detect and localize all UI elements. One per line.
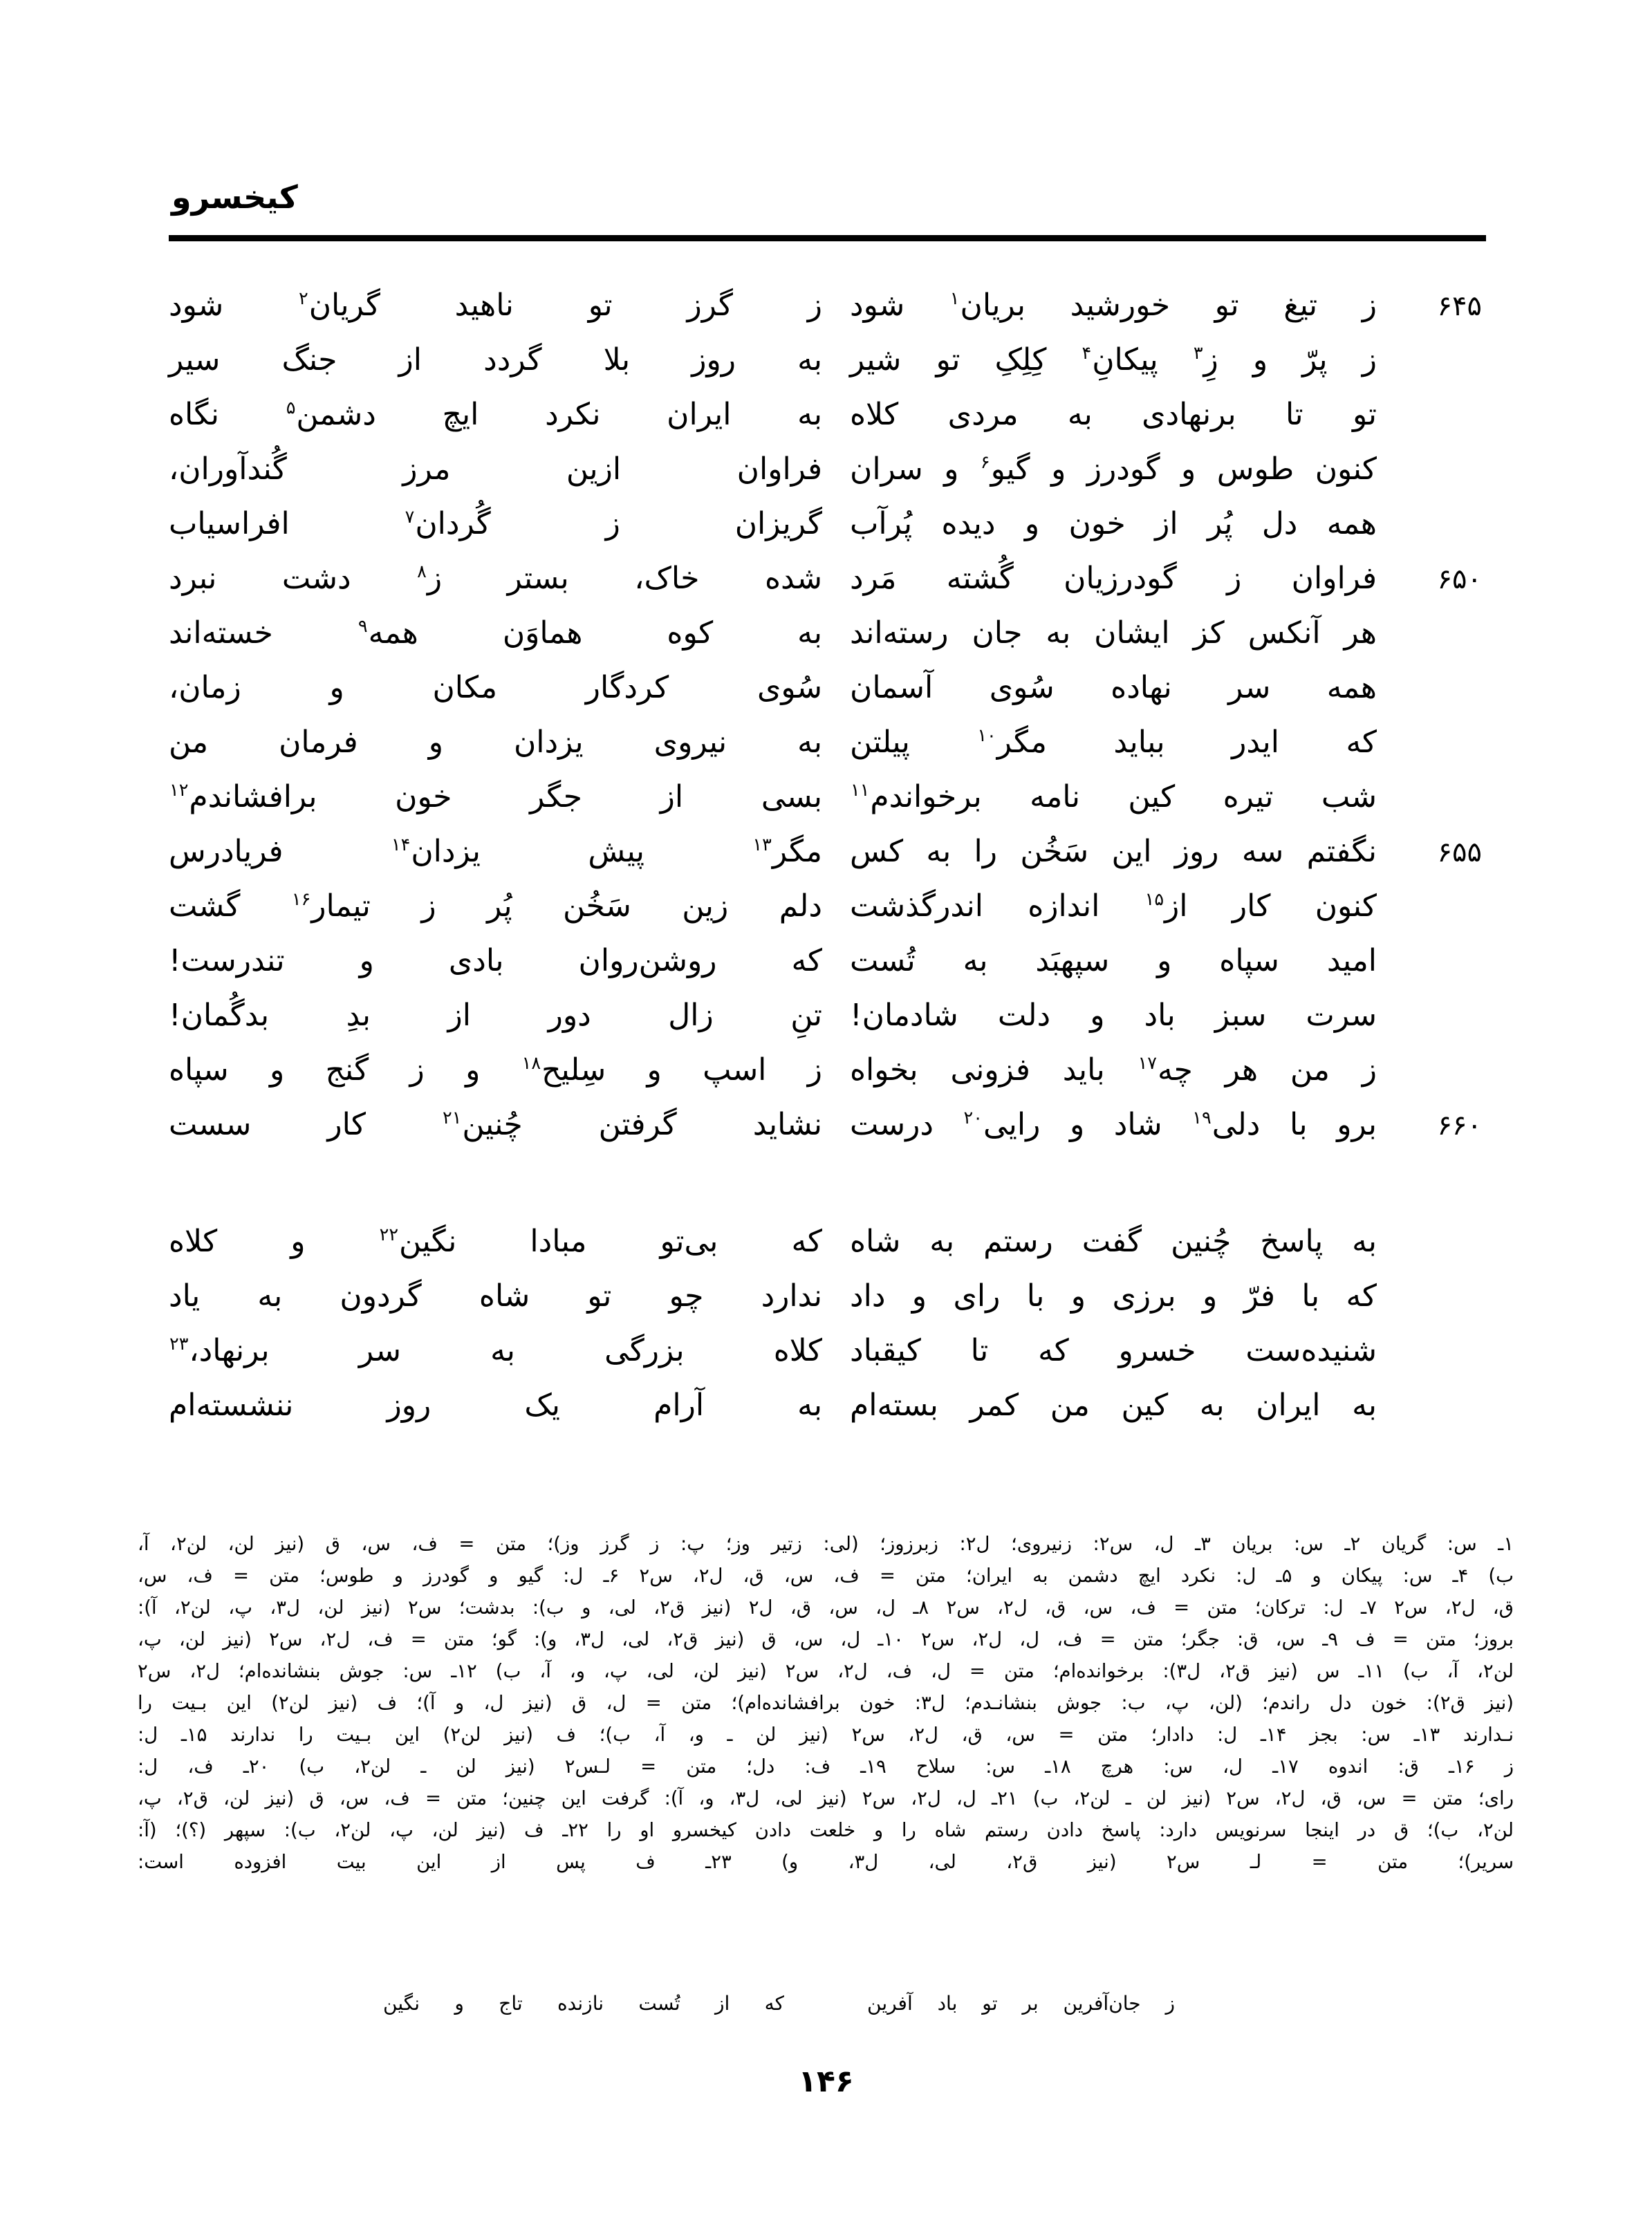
hemistich-right: امید سپاه و سپهبَد به تُست [850, 943, 1377, 978]
footnote-line: (نیز ق‌۲): خون دل راندم؛ (لن، پ، ب: جوش بنشانـدم؛ ل‌۳: خون برافشانده‌ام)؛ متن = ل، ق (نیز ل، و آ)؛ ف (نیز لن‌۲) این بـیت را [138, 1692, 1514, 1714]
hemistich-left: به آرام یک روز ننشسته‌ام [169, 1388, 822, 1423]
hemistich-left: کلاه بزرگی به سر برنهاد،$^{۲۳}$ [169, 1333, 822, 1368]
footnote-marker: ۴ [1082, 343, 1092, 364]
footnote-line: ۱ـ س: گریان ۲ـ س: بریان ۳ـ ل، س‌۲: زنیروی؛ ل‌۲: زبرزوز؛ (لی: زتیر وز؛ پ: ز گرز وز)؛ متن = ف، س، ق (نیز لن، لن‌۲، آ، [138, 1533, 1514, 1555]
couplet [169, 779, 1486, 837]
hemistich-left: سُوی کردگار مکان و زمان، [169, 670, 822, 705]
hemistich-left: ز اسپ و سِلیح$^{۱۸}$ و ز گنج و سپاه [169, 1052, 822, 1088]
added-hemistich-left: که از تُست نازنده تاج و نگین [383, 1992, 784, 2015]
hemistich-right: برو با دلی$^{۱۹}$ شاد و رایی$^{۲۰}$ درست [850, 1107, 1377, 1142]
footnote-marker: ۱۸ [521, 1053, 541, 1074]
couplet [169, 1224, 1486, 1281]
footnote-marker: ۳ [1193, 343, 1203, 364]
couplet [169, 834, 1486, 891]
footnote-line: ز ۱۶ـ ق: اندوه ۱۷ـ ل، س: هرچ ۱۸ـ س: سلاح ۱۹ـ ف: دل؛ متن = لـس‌۲ (نیز لن ـ لن‌۲، ب) ۲۰ـ ف، ل: [138, 1755, 1514, 1778]
couplet [169, 670, 1486, 727]
hemistich-right: فراوان ز گودرزیان گُشته مَرد [850, 561, 1377, 596]
header-rule [169, 235, 1486, 241]
hemistich-left: که بی‌تو مبادا نگین$^{۲۲}$ و کلاه [169, 1224, 822, 1259]
footnote-marker: ۱۱ [851, 780, 870, 801]
verse-number: ۶۵۰ [1437, 563, 1482, 595]
footnote-marker: ۹ [358, 616, 368, 637]
footnote-apparatus [138, 1528, 1514, 1878]
verse-number: ۶۶۰ [1437, 1110, 1482, 1142]
couplet [169, 1107, 1486, 1164]
hemistich-left: ندارد چو تو شاه گردون به یاد [169, 1278, 822, 1314]
verse-number: ۶۵۵ [1437, 837, 1482, 868]
couplet [169, 1278, 1486, 1336]
hemistich-left: که روشن‌روان بادی و تندرست! [169, 943, 822, 978]
footnote-marker: ۱۴ [391, 835, 411, 856]
footnote-marker: ۱ [949, 288, 960, 310]
footnote-line: ب) ۴ـ س: پیکان و ۵ـ ل: نکرد ایچ دشمن به ایران؛ متن = ف، س، ق، ل‌۲، س‌۲ ۶ـ ل: گیو و گودرز و طوس؛ متن = ف، س، [138, 1565, 1514, 1587]
footnote-marker: ۲۱ [442, 1108, 462, 1129]
hemistich-right: به ایران به کین من کمر بسته‌ام [850, 1388, 1377, 1423]
verse-body [169, 290, 1486, 1445]
hemistich-right: شنیده‌ست خسرو که تا کیقباد [850, 1333, 1377, 1368]
footnote-marker: ۶ [980, 452, 990, 474]
couplet [169, 563, 1486, 618]
hemistich-left: بسی از جگر خون برافشاندم$^{۱۲}$ [169, 779, 822, 814]
couplet [169, 397, 1486, 454]
running-head-title: کیخسرو [171, 178, 298, 216]
footnote-marker: ۱۰ [977, 725, 996, 747]
hemistich-right: تو تا برنهادی به مردی کلاه [850, 397, 1377, 432]
hemistich-right: به پاسخ چُنین گفت رستم به شاه [850, 1224, 1377, 1259]
hemistich-right: ز تیغ تو خورشید بریان$^۱$ شود [850, 288, 1377, 323]
footnote-line: ق، ل‌۲، س‌۲ ۷ـ ل: ترکان؛ متن = ف، س، ق، ل‌۲، س‌۲ ۸ـ ل، س، ق، ل‌۲ (نیز ق‌۲، لی، و ب): بدشت؛ س‌۲ (نیز لن، ل‌۳، پ، لن‌۲، آ): [138, 1596, 1514, 1619]
footnote-marker: ۷ [405, 507, 415, 528]
hemistich-left: تنِ زال دور از بدِ بدگُمان! [169, 998, 822, 1033]
hemistich-left: به نیروی یزدان و فرمان من [169, 725, 822, 760]
footnote-line: لن‌۲، آ، ب) ۱۱ـ س (نیز ق‌۲، ل‌۳): برخوانده‌ام؛ متن = ل، ف، ل‌۲، س‌۲ (نیز لن، لی، پ، و، آ، ب) ۱۲ـ س: جوش بنشانده‌ام؛ ل‌۲، س‌۲ [138, 1660, 1514, 1682]
hemistich-right: که ایدر بباید مگر$^{۱۰}$ پیلتن [850, 725, 1377, 760]
added-hemistich-right: ز جان‌آفرین بر تو باد آفرین [867, 1992, 1175, 2015]
footnote-line: سریر)؛ متن = لـ س‌۲ (نیز ق‌۲، لی، ل‌۳، و) ۲۳ـ ف پس از این بیت افزوده است: [138, 1851, 1514, 1873]
footnote-line: رای؛ متن = س، ق، ل‌۲، س‌۲ (نیز لن ـ لن‌۲، ب) ۲۱ـ ل، ل‌۲، س‌۲ (نیز لی، ل‌۳، و، آ): گرفت این چنین؛ متن = ف، س، ق (نیز لن، ق‌۲، پ، [138, 1787, 1514, 1809]
hemistich-left: گریزان ز گُردان$^۷$ افراسیاب [169, 506, 822, 541]
hemistich-right: ز پرّ و زِ$^۳$ پیکانِ$^۴$ کِلِکِ تو شیر [850, 342, 1377, 378]
verse-number: ۶۴۵ [1437, 290, 1482, 322]
footnote-marker: ۱۳ [752, 835, 772, 856]
footnote-marker: ۲۳ [169, 1334, 189, 1355]
footnote-marker: ۲ [298, 288, 308, 310]
hemistich-right: همه سر نهاده سُوی آسمان [850, 670, 1377, 705]
couplet [169, 943, 1486, 1000]
couplet [169, 451, 1486, 509]
hemistich-left: فراوان ازین مرز گُندآوران، [169, 451, 822, 487]
running-head [166, 178, 1486, 216]
hemistich-right: کنون طوس و گودرز و گیو$^۶$ و سران [850, 451, 1377, 487]
hemistich-left: به ایران نکرد ایچ دشمن$^۵$ نگاه [169, 397, 822, 432]
hemistich-left: به روز بلا گردد از جنگ سیر [169, 342, 822, 378]
footnote-marker: ۱۵ [1144, 889, 1164, 911]
couplet [169, 1333, 1486, 1390]
footnote-line: بروز؛ متن = ف ۹ـ س، ق: جگر؛ متن = ف، ل، ل‌۲، س‌۲ ۱۰ـ ل، س، ق (نیز ق‌۲، لی، ل‌۳، و): گو؛ متن = ف، ل‌۲، س‌۲ (نیز لن، پ، [138, 1628, 1514, 1650]
footnote-marker: ۸ [417, 561, 427, 583]
hemistich-left: نشاید گرفتن چُنین$^{۲۱}$ کار سست [169, 1107, 822, 1142]
hemistich-left: مگر$^{۱۳}$ پیش یزدان$^{۱۴}$ فریادرس [169, 834, 822, 869]
footnote-marker: ۲۲ [379, 1224, 399, 1246]
couplet [169, 1052, 1486, 1110]
footnote-marker: ۱۶ [291, 889, 311, 911]
hemistich-left: به کوه هماوَن همه$^۹$ خسته‌اند [169, 615, 822, 651]
couplet [169, 1000, 1486, 1055]
hemistich-left: دلم زین سَخُن پُر ز تیمار$^{۱۶}$ گشت [169, 888, 823, 924]
couplet [169, 342, 1486, 400]
couplet [169, 506, 1486, 563]
apparatus-added-distich [138, 1994, 1514, 2013]
couplet [169, 1390, 1486, 1445]
footnote-marker: ۵ [286, 398, 296, 419]
hemistich-right: ز من هر چه$^{۱۷}$ باید فزونی بخواه [850, 1052, 1377, 1088]
footnote-marker: ۱۲ [169, 780, 189, 801]
footnote-line: نـدارند ۱۳ـ س: بجز ۱۴ـ ل: دادار؛ متن = س، ق، ل‌۲، س‌۲ (نیز لن ـ و، آ، ب)؛ ف (نیز لن‌۲) این بـیت را ندارند ۱۵ـ ل: [138, 1724, 1514, 1746]
couplet [169, 727, 1486, 782]
page-number: ۱۴۶ [798, 2064, 854, 2099]
footnote-line: لن‌۲، ب)؛ ق در اینجا سرنویس دارد: پاسخ دادن رستم شاه را و خلعت دادن کیخسرو او را ۲۲ـ ف (نیز لن، پ، لن‌۲، ب): سپهر (؟)؛ (آ: [138, 1819, 1514, 1841]
hemistich-right: شب تیره کین نامه برخواندم$^{۱۱}$ [851, 779, 1377, 814]
hemistich-right: همه دل پُر از خون و دیده پُرآب [850, 506, 1377, 541]
hemistich-right: نگفتم سه روز این سَخُن را به کس [850, 834, 1377, 869]
footnote-marker: ۲۰ [963, 1108, 983, 1129]
couplet [169, 290, 1486, 345]
hemistich-left: شده خاک، بستر ز$^۸$ دشت نبرد [169, 561, 822, 596]
hemistich-left: ز گرز تو ناهید گریان$^۲$ شود [169, 288, 822, 323]
hemistich-right: کنون کار از$^{۱۵}$ اندازه اندرگذشت [850, 888, 1377, 924]
hemistich-right: که با فرّ و برزی و با رای و داد [850, 1278, 1377, 1314]
footnote-marker: ۱۹ [1192, 1108, 1212, 1129]
couplet [169, 888, 1486, 946]
hemistich-right: سرت سبز باد و دلت شادمان! [850, 998, 1377, 1033]
hemistich-right: هر آنکس کز ایشان به جان رسته‌اند [850, 615, 1377, 651]
couplet [169, 615, 1486, 673]
footnote-marker: ۱۷ [1138, 1053, 1157, 1074]
